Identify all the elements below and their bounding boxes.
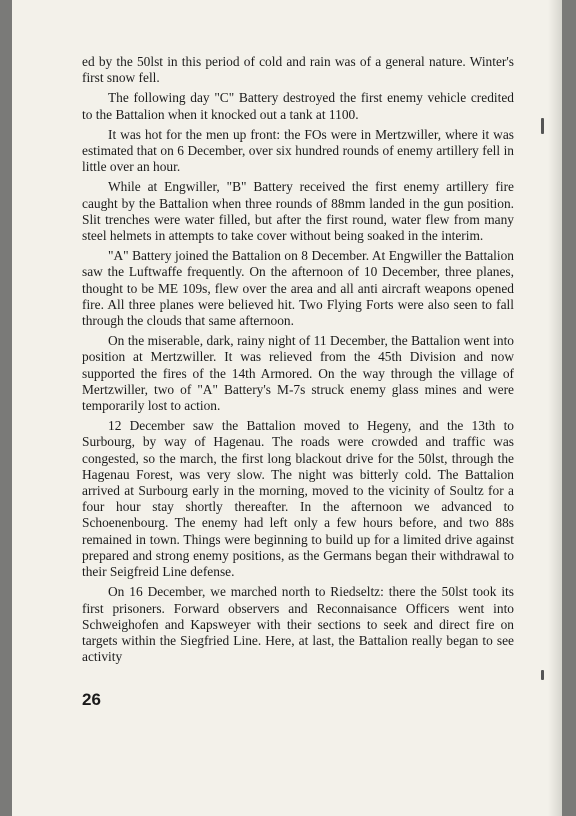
paragraph: On the miserable, dark, rainy night of 11 December, the Battalion went into position at Mertzwiller. It was relieved from the 45th Division and now supported the fires of the 14th Armored. On the way through the village of Mertzwiller, two of "A" Battery's M-7s struck enemy glass mines and were temporarily lost to action. [82, 333, 514, 414]
page-number: 26 [82, 690, 101, 709]
document-page [12, 0, 562, 816]
paragraph: On 16 December, we marched north to Riedseltz: there the 50lst took its first prisoners. Forward observers and Reconnaisance Officers went into Schweighofen and Kapsweyer with their sections to seek and direct fire on targets within the Siegfried Line. Here, at last, the Battalion really began to see activity [82, 584, 514, 665]
paragraph: The following day "C" Battery destroyed the first enemy vehicle credited to the Battalion when it knocked out a tank at 1100. [82, 90, 514, 122]
paragraph: 12 December saw the Battalion moved to Hegeny, and the 13th to Surbourg, by way of Hagenau. The roads were crowded and traffic was congested, so the march, the first long blackout drive for the 50lst, through the Hagenau Forest, was very slow. The night was bitterly cold. The Battalion arrived at Surbourg early in the morning, moved to the vicinity of Soultz for a four hour stay shortly thereafter. In the afternoon we advanced to Schoenenbourg. The enemy had left only a few hours before, and two 88s remained in town. Things were beginning to build up for a limited drive against prepared and strong enemy positions, as the Germans began their withdrawal to their Seigfreid Line defense. [82, 418, 514, 580]
body-text [82, 54, 514, 669]
paragraph: While at Engwiller, "B" Battery received the first enemy artillery fire caught by the Battalion when three rounds of 88mm landed in the gun position. Slit trenches were water filled, but after the first round, water flew from many steel helmets in attempts to take cover without being soaked in the interim. [82, 179, 514, 244]
edge-mark [541, 118, 544, 134]
paragraph: ed by the 50lst in this period of cold and rain was of a general nature. Winter's first snow fell. [82, 54, 514, 86]
edge-mark [541, 670, 544, 680]
paragraph: "A" Battery joined the Battalion on 8 December. At Engwiller the Battalion saw the Luftwaffe frequently. On the afternoon of 10 December, three planes, thought to be ME 109s, flew over the area and all anti aircraft weapons opened fire. All three planes were believed hit. Two Flying Forts were also seen to fall through the clouds that same afternoon. [82, 248, 514, 329]
paragraph: It was hot for the men up front: the FOs were in Mertzwiller, where it was estimated that on 6 December, over six hundred rounds of enemy artillery fell in little over an hour. [82, 126, 514, 175]
